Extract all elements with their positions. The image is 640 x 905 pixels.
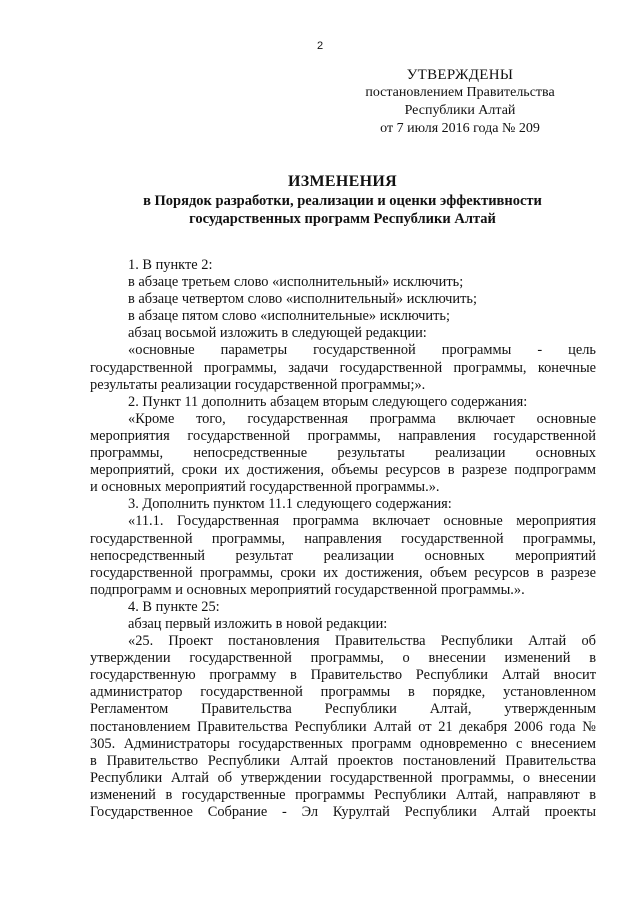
body-line: в абзаце пятом слово «исполнительные» исключить; — [128, 308, 450, 325]
body-line: государственную программу в Правительство Республики Алтай вносит — [90, 667, 596, 684]
body-line: и основных мероприятий государственной программы.». — [90, 479, 440, 496]
body-line: государственной программы, задачи государственной программы, конечные — [90, 359, 596, 376]
approval-line-2: Республики Алтай — [404, 103, 516, 118]
body-line: «25. Проект постановления Правительства Республики Алтай об — [128, 633, 596, 650]
heading-title: ИЗМЕНЕНИЯ — [288, 173, 397, 190]
body-line: 2. Пункт 11 дополнить абзацем вторым следующего содержания: — [128, 393, 528, 410]
body-line: абзац первый изложить в новой редакции: — [128, 615, 388, 632]
body-line: 4. В пункте 25: — [128, 598, 220, 615]
body-line: администратор государственной программы в порядке, установленном — [90, 684, 596, 701]
body-line: постановлением Правительства Республики Алтай от 21 декабря 2006 года № — [90, 718, 596, 735]
document-body — [90, 257, 596, 821]
body-line: в абзаце третьем слово «исполнительный» исключить; — [128, 274, 464, 291]
body-line: в Правительство Республики Алтай проектов постановлений Правительства — [90, 752, 596, 769]
body-line: непосредственный результат реализации основных мероприятий — [90, 547, 596, 564]
body-line: государственной программы, направления государственной программы, — [90, 530, 596, 547]
approval-line-3: от 7 июля 2016 года № 209 — [380, 121, 540, 136]
body-line: «основные параметры государственной программы - цель — [128, 342, 596, 359]
page-number: 2 — [316, 40, 324, 52]
body-line: в абзаце четвертом слово «исполнительный» исключить; — [128, 291, 477, 308]
body-line: Республики Алтай об утверждении государственной программы, о внесении — [90, 769, 596, 786]
body-line: «Кроме того, государственная программа включает основные — [128, 410, 596, 427]
body-line: 1. В пункте 2: — [128, 257, 213, 273]
body-line: абзац восьмой изложить в следующей редакции: — [128, 325, 427, 342]
body-line: подпрограмм и основных мероприятий государственной программы.». — [90, 581, 525, 598]
body-line: результаты реализации государственной программы;». — [90, 376, 426, 393]
body-line: 305. Администраторы государственных программ одновременно с внесением — [90, 735, 596, 752]
body-line: «11.1. Государственная программа включает основные мероприятия — [128, 513, 596, 530]
document-heading — [95, 173, 590, 228]
body-line: Регламентом Правительства Республики Алтай, утвержденным — [90, 701, 596, 718]
body-line: мероприятий, сроки их достижения, объемы ресурсов в разрезе подпрограмм — [90, 462, 596, 479]
body-line: утверждении государственной программы, о внесении изменений в — [90, 650, 596, 667]
heading-line-1: в Порядок разработки, реализации и оценки эффективности — [143, 193, 542, 209]
body-line: программы, непосредственные результаты реализации основных — [90, 445, 596, 462]
body-line: Государственное Собрание - Эл Курултай Республики Алтай проекты — [90, 804, 596, 820]
approval-line-1: постановлением Правительства — [365, 85, 555, 100]
body-line: 3. Дополнить пунктом 11.1 следующего содержания: — [128, 496, 452, 513]
heading-line-2: государственных программ Республики Алтай — [189, 211, 496, 227]
approval-title: УТВЕРЖДЕНЫ — [406, 67, 514, 83]
body-line: мероприятия государственной программы, направления государственной — [90, 427, 596, 444]
body-line: изменений в государственные программы Республики Алтай, направляют в — [90, 786, 596, 803]
body-line: государственной программы, сроки их достижения, объем ресурсов в разрезе — [90, 564, 596, 581]
approval-stamp-block — [360, 66, 560, 138]
